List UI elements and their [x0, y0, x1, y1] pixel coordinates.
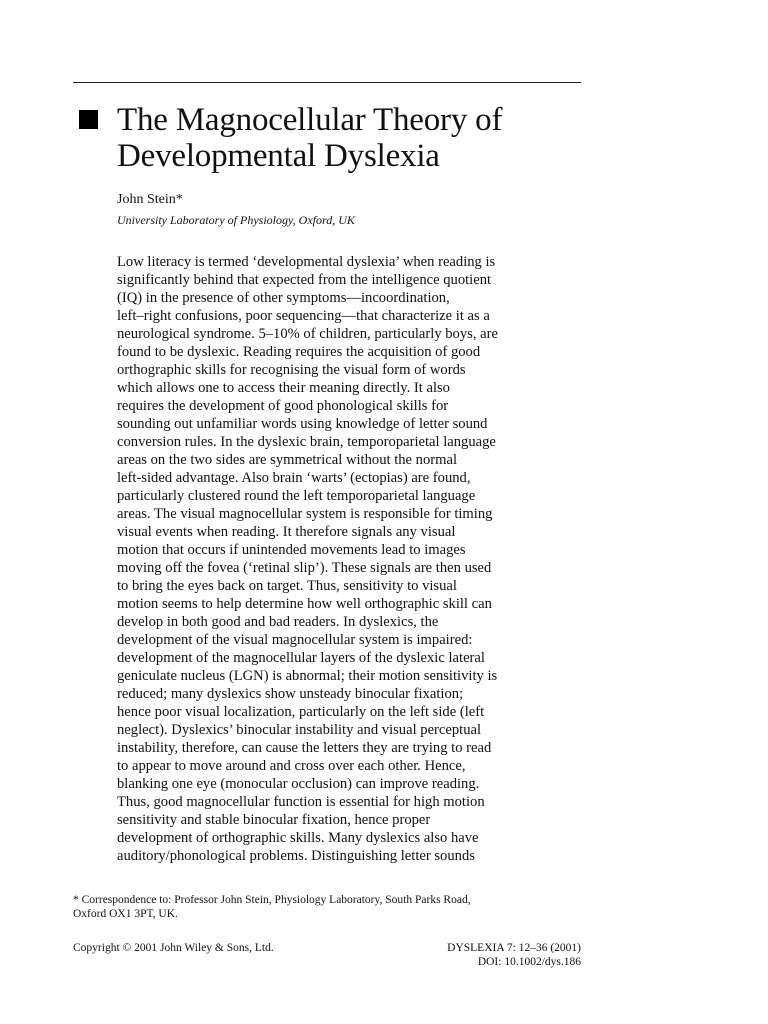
abstract-line: visual events when reading. It therefore signals any visual	[117, 524, 456, 540]
abstract-body	[117, 253, 587, 865]
abstract-line: development of orthographic skills. Many dyslexics also have	[117, 830, 479, 846]
journal-doi: DOI: 10.1002/dys.186	[477, 956, 581, 968]
abstract-line: sensitivity and stable binocular fixation, hence proper	[117, 812, 431, 828]
abstract-line: requires the development of good phonological skills for	[117, 398, 449, 414]
abstract-line: development of the magnocellular layers of the dyslexic lateral	[117, 650, 485, 666]
abstract-line: motion that occurs if unintended movements lead to images	[117, 542, 466, 558]
abstract-line: moving off the fovea (‘retinal slip’). These signals are then used	[117, 560, 492, 576]
abstract-line: neurological syndrome. 5–10% of children, particularly boys, are	[117, 326, 498, 342]
abstract-line: neglect). Dyslexics’ binocular instability and visual perceptual	[117, 722, 482, 738]
title-block	[73, 102, 593, 174]
abstract-line: areas on the two sides are symmetrical without the normal	[117, 452, 458, 468]
abstract-line: conversion rules. In the dyslexic brain, temporoparietal language	[117, 434, 496, 450]
abstract-line: to appear to move around and cross over each other. Hence,	[117, 758, 466, 774]
article-title-line-1: The Magnocellular Theory of	[117, 102, 503, 138]
square-bullet-icon	[79, 110, 98, 129]
abstract-line: Thus, good magnocellular function is essential for high motion	[117, 794, 485, 810]
abstract-line: motion seems to help determine how well orthographic skill can	[117, 596, 492, 612]
abstract-line: develop in both good and bad readers. In dyslexics, the	[117, 614, 439, 630]
abstract-line: particularly clustered round the left temporoparietal language	[117, 488, 476, 504]
abstract-line: left-sided advantage. Also brain ‘warts’ (ectopias) are found,	[117, 470, 471, 486]
author-name: John Stein*	[117, 192, 183, 207]
journal-citation: DYSLEXIA 7: 12–36 (2001)	[447, 942, 581, 954]
abstract-line: orthographic skills for recognising the visual form of words	[117, 362, 466, 378]
header-rule	[73, 82, 581, 83]
abstract-line: hence poor visual localization, particularly on the left side (left	[117, 704, 485, 720]
abstract-line: auditory/phonological problems. Distinguishing letter sounds	[117, 848, 475, 864]
abstract-line: reduced; many dyslexics show unsteady binocular fixation;	[117, 686, 464, 702]
abstract-line: blanking one eye (monocular occlusion) can improve reading.	[117, 776, 480, 792]
abstract-line: sounding out unfamiliar words using knowledge of letter sound	[117, 416, 488, 432]
abstract-line: left–right confusions, poor sequencing—that characterize it as a	[117, 308, 490, 324]
correspondence-footnote	[73, 893, 593, 921]
abstract-line: to bring the eyes back on target. Thus, sensitivity to visual	[117, 578, 457, 594]
abstract-line: instability, therefore, can cause the letters they are trying to read	[117, 740, 492, 756]
author-affiliation: University Laboratory of Physiology, Oxford, UK	[117, 213, 355, 227]
abstract-line: Low literacy is termed ‘developmental dyslexia’ when reading is	[117, 254, 496, 270]
article-title	[117, 102, 593, 174]
abstract-line: (IQ) in the presence of other symptoms—incoordination,	[117, 290, 450, 306]
footnote-line-2: Oxford OX1 3PT, UK.	[73, 908, 178, 920]
abstract-line: which allows one to access their meaning directly. It also	[117, 380, 450, 396]
abstract-line: geniculate nucleus (LGN) is abnormal; their motion sensitivity is	[117, 668, 498, 684]
copyright-notice: Copyright © 2001 John Wiley & Sons, Ltd.	[73, 942, 274, 954]
abstract-line: significantly behind that expected from the intelligence quotient	[117, 272, 492, 288]
article-title-line-2: Developmental Dyslexia	[117, 138, 440, 174]
journal-citation-block	[447, 941, 581, 969]
abstract-line: development of the visual magnocellular system is impaired:	[117, 632, 473, 648]
footnote-line-1: * Correspondence to: Professor John Stein, Physiology Laboratory, South Parks Road,	[73, 894, 471, 906]
abstract-line: areas. The visual magnocellular system is responsible for timing	[117, 506, 493, 522]
abstract-line: found to be dyslexic. Reading requires the acquisition of good	[117, 344, 481, 360]
